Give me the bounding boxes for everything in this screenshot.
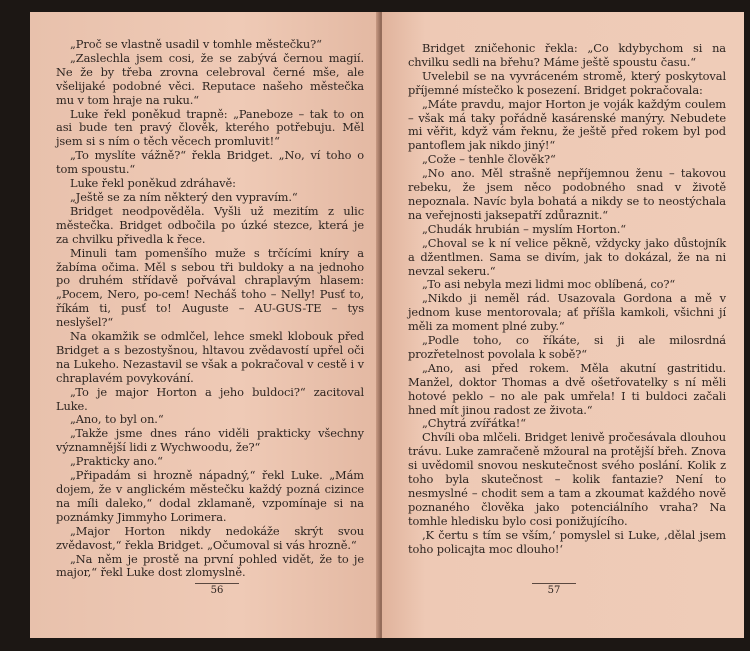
paragraph: „Připadám si hrozně nápadný,“ řekl Luke. „Mám dojem, že v anglickém městečku každý pozná cizince na míli daleko,“ dodal zklamaně, vzpomínaje si na poznámky Jimmyho Lorimera. <box>56 468 364 524</box>
paragraph: „Na něm je prostě na první pohled vidět, že to je major,“ řekl Luke dost zlomyslně. <box>56 551 364 580</box>
page-number-left: 56 <box>195 583 239 596</box>
paragraph: „Máte pravdu, major Horton je voják každým coulem – však má taky pořádně kasárenské manýry. Nebudete mi věřit, když vám řeknu, že ještě před rokem byl pod pantoflem jak nikdo jiný!“ <box>408 96 726 153</box>
paragraph: „To myslíte vážně?“ řekla Bridget. „No, ví toho o tom spoustu.“ <box>56 148 364 177</box>
paragraph: Luke řekl poněkud trapně: „Paneboze – tak to on asi bude ten pravý člověk, kterého potřebuju. Měl jsem si s ním o těch věcech promluvit!“ <box>56 106 364 149</box>
paragraph: „To je major Horton a jeho buldoci?“ zacitoval Luke. <box>56 384 364 413</box>
paragraph: „Cože – tenhle člověk?“ <box>422 152 556 167</box>
page-number-right: 57 <box>532 583 576 596</box>
paragraph: „Zaslechla jsem cosi, že se zabývá černou magií. Ne že by třeba zrovna celebroval černé mše, ale všelijaké podobné věci. Reputace našeho městečka mu v tom hraje na ruku.“ <box>56 50 364 107</box>
paragraph: „Chudák hrubián – myslím Horton.“ <box>422 221 626 236</box>
paragraph: „Takže jsme dnes ráno viděli prakticky všechny významnější lidi z Wychwoodu, že?“ <box>56 426 364 455</box>
paragraph: „To asi nebyla mezi lidmi moc oblíbená, co?“ <box>422 277 676 292</box>
paragraph: „Proč se vlastně usadil v tomhle městečku?“ <box>70 37 322 51</box>
paragraph: Na okamžik se odmlčel, lehce smekl klobouk před Bridget a s bezostyšnou, hltavou zvědavostí upřel oči na Lukeho. Nezastavil se však a pokračoval v cestě i v chraplavém povykování. <box>56 329 364 385</box>
paragraph: „Choval se k ní velice pěkně, vždycky jako důstojník a džentlmen. Sama se divím, jak to dokázal, že na ni nevzal sekeru.“ <box>408 235 726 278</box>
right-page <box>382 12 744 638</box>
paragraph: „Ještě se za ním některý den vypravím.“ <box>70 189 298 204</box>
paragraph: „Major Horton nikdy nedokáže skrýt svou zvědavost,“ řekla Bridget. „Očumoval si vás hrozně.“ <box>56 523 364 552</box>
paragraph: „Chytrá zvířátka!“ <box>422 416 527 431</box>
paragraph: Bridget neodpověděla. Vyšli už mezitím z ulic městečka. Bridget odbočila po úzké stezce, která je za chvilku přivedla k řece. <box>56 203 364 246</box>
paragraph: „Nikdo ji neměl rád. Usazovala Gordona a mě v jednom kuse mentorovala; ať příšla kamkoli, všichni jí měli za moment plné zuby.“ <box>408 291 726 334</box>
paragraph: ‚K čertu s tím se vším,‘ pomyslel si Luke, ‚dělal jsem toho policajta moc dlouho!‘ <box>408 527 726 556</box>
paragraph: Chvíli oba mlčeli. Bridget lenivě pročesávala dlouhou trávu. Luke zamračeně mžoural na protější břeh. Znova si uvědomil snovou neskutečnost svého poslání. Kolik z toho byla skutečnost – kolik fantazie? Není to nesmyslné – chodit sem a tam a zkoumat každého nově poznaného člověka jako potenciálního vraha? Na tomhle hledisku bylo cosi ponižujícího. <box>408 430 726 528</box>
paragraph: „Ano, to byl on.“ <box>70 412 164 427</box>
paragraph: Bridget zničehonic řekla: „Co kdybychom si na chvilku sedli na břehu? Máme ještě spoustu času.“ <box>408 41 726 69</box>
paragraph: Uvelebil se na vyvráceném stromě, který poskytoval příjemné místečko k posezení. Bridget pokračovala: <box>408 68 726 97</box>
paragraph: Luke řekl poněkud zdráhavě: <box>70 176 236 191</box>
right-page-text <box>408 42 726 557</box>
left-page <box>30 12 380 638</box>
paragraph: „Ano, asi před rokem. Měla akutní gastritidu. Manžel, doktor Thomas a dvě ošetřovatelky s ní měli hotové peklo – no ale pak umřela! I ti buldoci začali hned mít jinou radost ze života.“ <box>408 360 726 417</box>
paragraph: „Podle toho, co říkáte, si ji ale milosrdná prozřetelnost povolala k sobě?“ <box>408 333 726 361</box>
left-page-text <box>56 38 364 580</box>
paragraph: „No ano. Měl strašně nepříjemnou ženu – takovou rebeku, že jsem něco podobného snad v životě nepoznala. Navíc byla bohatá a nikdy se to neostýchala na veřejnosti jaksepatří zdůraznit.“ <box>408 166 726 222</box>
paragraph: „Prakticky ano.“ <box>70 454 163 469</box>
paragraph: Minuli tam pomenšího muže s trčícími kníry a žabíma očima. Měl s sebou tři buldoky a na jednoho po druhém střídavě pořvával chraplavým hlasem: „Pocem, Nero, po-cem! Necháš toho – Nelly! Pusť to, říkám ti, pusť to! Auguste – AU-GUS-TE – tys neslyšel?“ <box>56 245 364 330</box>
